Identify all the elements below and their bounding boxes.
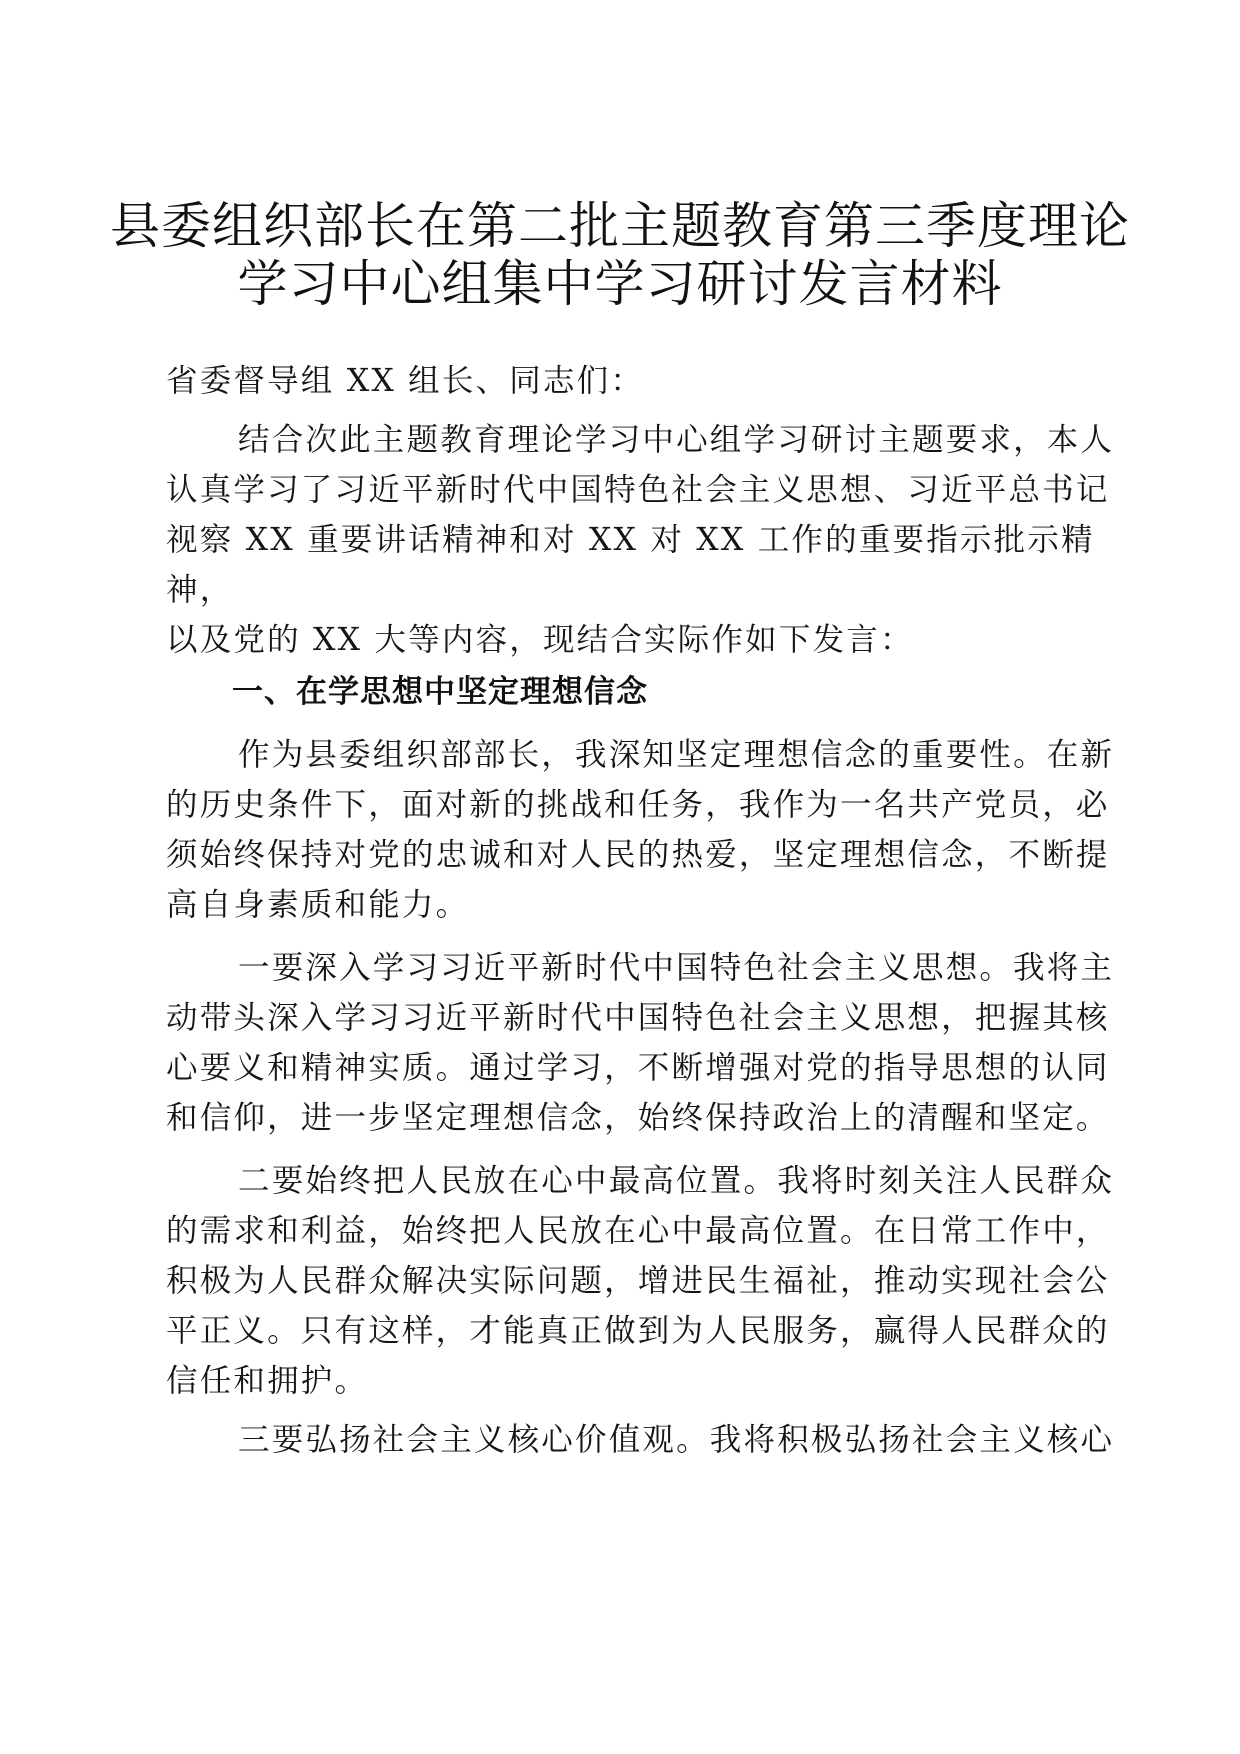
- paragraph-line: 的历史条件下，面对新的挑战和任务，我作为一名共产党员，必: [166, 787, 1110, 823]
- intro-line: 认真学习了习近平新时代中国特色社会主义思想、习近平总书记: [166, 472, 1110, 508]
- salutation: 省委督导组 XX 组长、同志们：: [166, 363, 645, 399]
- paragraph-line: 积极为人民群众解决实际问题，增进民生福祉，推动实现社会公: [166, 1263, 1110, 1299]
- paragraph-line: 须始终保持对党的忠诚和对人民的热爱，坚定理想信念，不断提: [166, 837, 1110, 873]
- paragraph-line: 作为县委组织部部长，我深知坚定理想信念的重要性。在新: [238, 737, 1115, 773]
- paragraph-line: 的需求和利益，始终把人民放在心中最高位置。在日常工作中，: [166, 1213, 1110, 1249]
- paragraph-line: 一要深入学习习近平新时代中国特色社会主义思想。我将主: [238, 950, 1115, 986]
- paragraph-line: 高自身素质和能力。: [166, 887, 470, 923]
- section-heading: 一、在学思想中坚定理想信念: [232, 674, 648, 710]
- intro-line: 以及党的 XX 大等内容，现结合实际作如下发言：: [166, 622, 914, 658]
- paragraph-line: 和信仰，进一步坚定理想信念，始终保持政治上的清醒和坚定。: [166, 1100, 1110, 1136]
- document-title-line-1: 县委组织部长在第二批主题教育第三季度理论: [110, 197, 1130, 255]
- intro-line: 神，: [166, 572, 234, 608]
- intro-line: 结合次此主题教育理论学习中心组学习研讨主题要求，本人: [238, 422, 1115, 458]
- paragraph-line: 信任和拥护。: [166, 1363, 369, 1399]
- intro-line: 视察 XX 重要讲话精神和对 XX 对 XX 工作的重要指示批示精: [166, 522, 1095, 558]
- paragraph-line: 心要义和精神实质。通过学习，不断增强对党的指导思想的认同: [166, 1050, 1110, 1086]
- paragraph-line: 平正义。只有这样，才能真正做到为人民服务，赢得人民群众的: [166, 1313, 1110, 1349]
- paragraph-line: 动带头深入学习习近平新时代中国特色社会主义思想，把握其核: [166, 1000, 1110, 1036]
- paragraph-line: 三要弘扬社会主义核心价值观。我将积极弘扬社会主义核心: [238, 1422, 1115, 1458]
- document-title-line-2: 学习中心组集中学习研讨发言材料: [237, 255, 1003, 313]
- paragraph-line: 二要始终把人民放在心中最高位置。我将时刻关注人民群众: [238, 1163, 1115, 1199]
